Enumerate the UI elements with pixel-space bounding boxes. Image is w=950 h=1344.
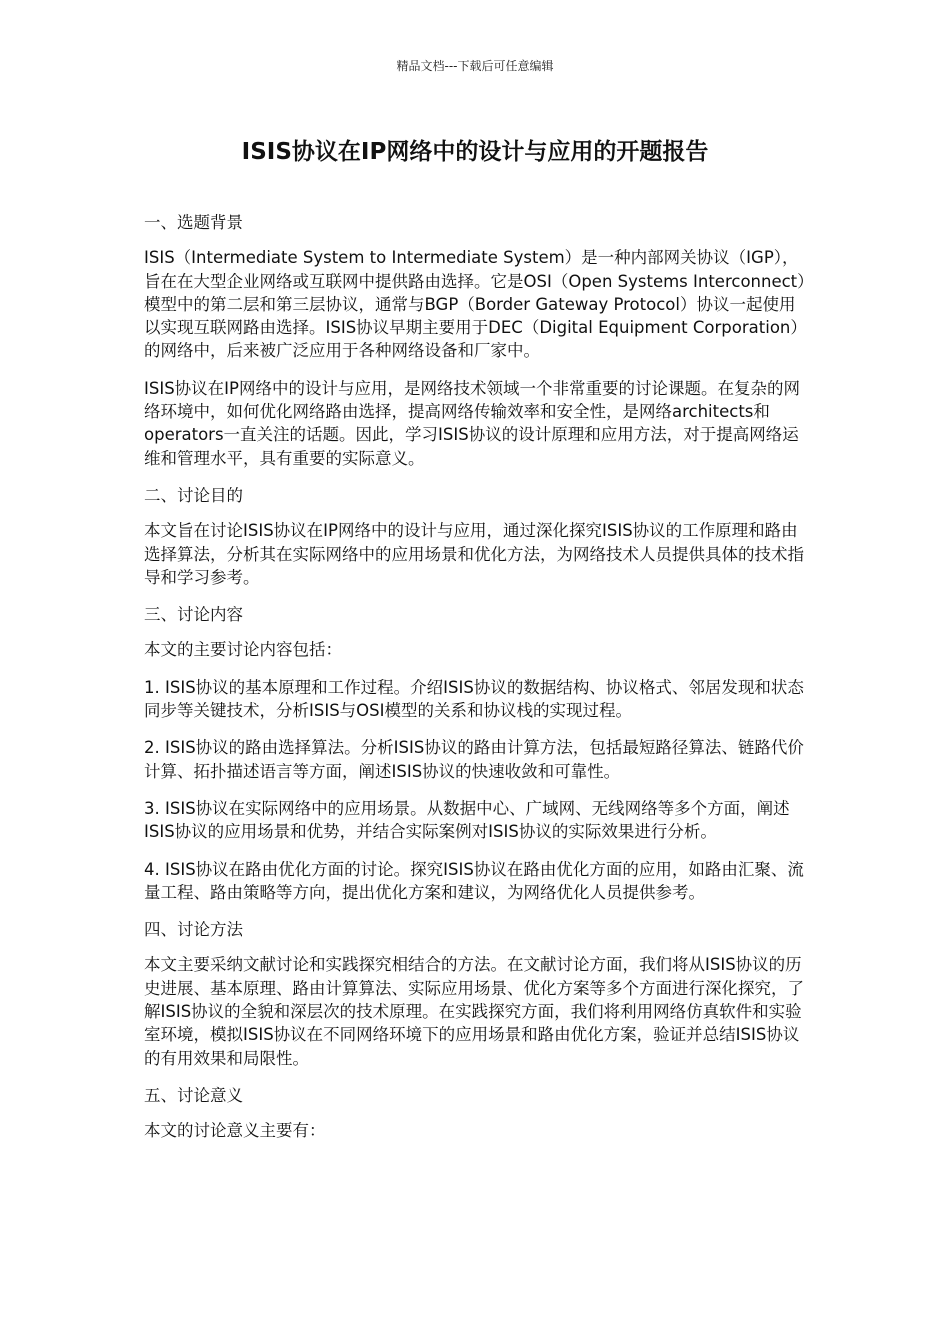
- paragraph-content-intro: 本文的主要讨论内容包括：: [144, 640, 342, 660]
- section-heading-method: 四、讨论方法: [144, 920, 243, 940]
- paragraph-significance-intro: 本文的讨论意义主要有：: [144, 1121, 326, 1141]
- paragraph-background-1: ISIS（Intermediate System to Intermediate System）是一种内部网关协议（IGP），旨在在大型企业网络或互联网中提供路由选择。它是OSI（Open Systems Interconnect）模型中的第二层和第三层协议，通常与BGP（Border Gateway Protocol）协议一起使用以实现互联网路由选择。ISIS协议早期主要用于DEC（Digital Equipment Corporation）的网络中，后来被广泛应用于各种网络设备和厂家中。: [144, 248, 806, 361]
- list-item-content-3: 3. ISIS协议在实际网络中的应用场景。从数据中心、广域网、无线网络等多个方面，阐述ISIS协议的应用场景和优势，并结合实际案例对ISIS协议的实际效果进行分析。: [144, 798, 790, 842]
- paragraph-background-2: ISIS协议在IP网络中的设计与应用，是网络技术领域一个非常重要的讨论课题。在复杂的网络环境中，如何优化网络路由选择，提高网络传输效率和安全性，是网络architects和operators一直关注的话题。因此，学习ISIS协议的设计原理和应用方法，对于提高网络运维和管理水平，具有重要的实际意义。: [144, 378, 800, 468]
- list-item-content-2: 2. ISIS协议的路由选择算法。分析ISIS协议的路由计算方法，包括最短路径算法、链路代价计算、拓扑描述语言等方面，阐述ISIS协议的快速收敛和可靠性。: [144, 738, 804, 781]
- section-heading-significance: 五、讨论意义: [144, 1085, 243, 1105]
- document-title: ISIS协议在IP网络中的设计与应用的开题报告: [241, 139, 709, 165]
- list-item-content-1: 1. ISIS协议的基本原理和工作过程。介绍ISIS协议的数据结构、协议格式、邻居发现和状态同步等关键技术，分析ISIS与OSI模型的关系和协议栈的实现过程。: [144, 677, 804, 721]
- header-note: 精品文档---下载后可任意编辑: [396, 59, 554, 73]
- section-heading-background: 一、选题背景: [144, 213, 243, 232]
- document-body: [144, 211, 806, 1157]
- section-heading-content: 三、讨论内容: [144, 605, 243, 625]
- section-heading-purpose: 二、讨论目的: [144, 485, 243, 505]
- paragraph-method: 本文主要采纳文献讨论和实践探究相结合的方法。在文献讨论方面，我们将从ISIS协议的历史进展、基本原理、路由计算算法、实际应用场景、优化方案等多个方面进行深化探究，了解ISIS协议的全貌和深层次的技术原理。在实践探究方面，我们将利用网络仿真软件和实验室环境，模拟ISIS协议在不同网络环境下的应用场景和路由优化方案，验证并总结ISIS协议的有用效果和局限性。: [144, 955, 804, 1068]
- paragraph-purpose: 本文旨在讨论ISIS协议在IP网络中的设计与应用，通过深化探究ISIS协议的工作原理和路由选择算法，分析其在实际网络中的应用场景和优化方法，为网络技术人员提供具体的技术指导和学习参考。: [144, 521, 804, 587]
- list-item-content-4: 4. ISIS协议在路由优化方面的讨论。探究ISIS协议在路由优化方面的应用，如路由汇聚、流量工程、路由策略等方向，提出优化方案和建议，为网络优化人员提供参考。: [144, 859, 804, 902]
